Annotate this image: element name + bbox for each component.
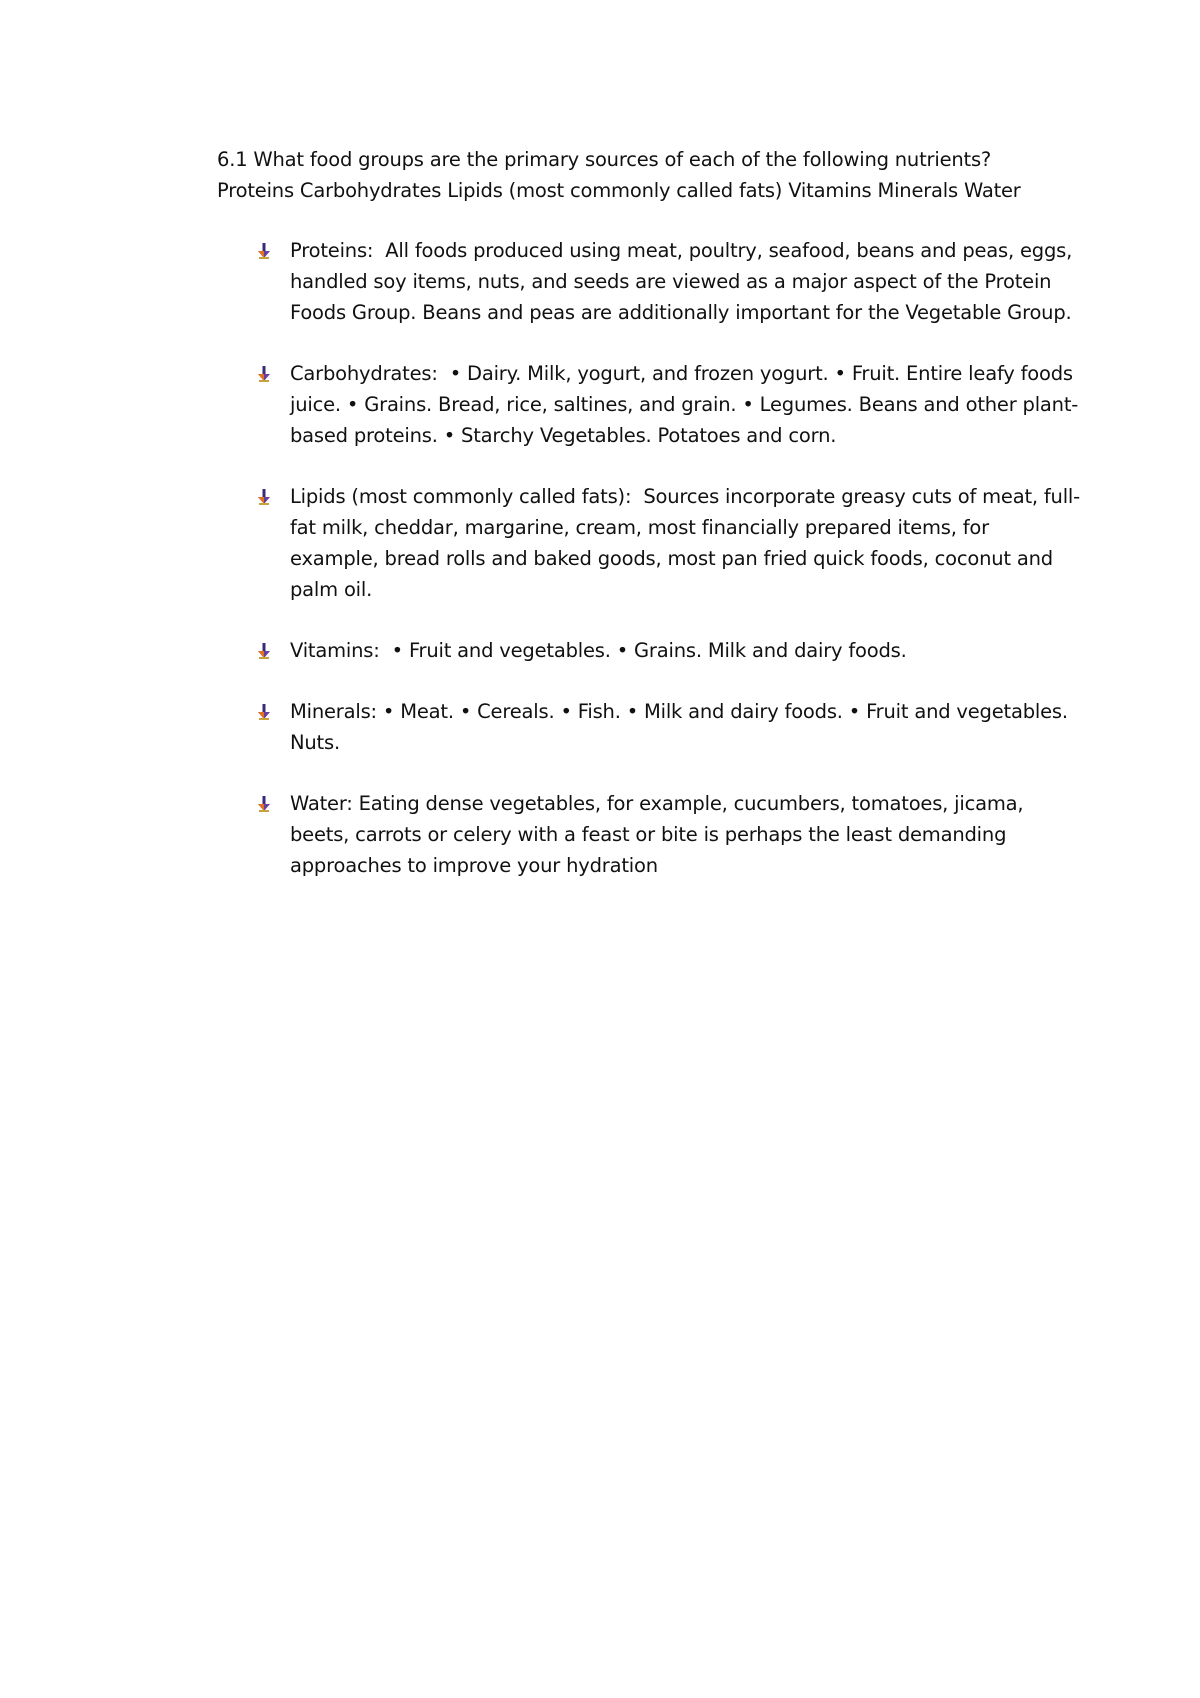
- answer-item-proteins: [217, 235, 1080, 328]
- answer-list: [217, 235, 1097, 881]
- answer-text: Eating dense vegetables, for example, cucumbers, tomatoes, jicama, beets, carrots or celery with a feast or bite is perhaps the least demanding approaches to improve your hydration: [290, 792, 1024, 877]
- answer-item-lipids: [217, 481, 1080, 605]
- answer-text: • Fruit and vegetables. • Grains. Milk and dairy foods.: [391, 639, 907, 662]
- question-line-1: 6.1 What food groups are the primary sources of each of the following nutrients?: [217, 148, 992, 171]
- answer-text: • Dairy. Milk, yogurt, and frozen yogurt. • Fruit. Entire leafy foods juice. • Grains. Bread, rice, saltines, and grain. • Legumes. Beans and other plant-based proteins. • Starchy Vegetables. Potatoes and corn.: [290, 362, 1079, 447]
- answer-text: • Meat. • Cereals. • Fish. • Milk and dairy foods. • Fruit and vegetables. Nuts.: [290, 700, 1068, 754]
- arrow-down-bullet-icon: [257, 796, 271, 812]
- arrow-down-bullet-icon: [257, 489, 271, 505]
- answer-label: Proteins:: [290, 239, 374, 262]
- question-line-2: Proteins Carbohydrates Lipids (most commonly called fats) Vitamins Minerals Water: [217, 179, 1021, 202]
- answer-label: Vitamins:: [290, 639, 380, 662]
- answer-label: Minerals:: [290, 700, 377, 723]
- question-text: [217, 144, 1097, 206]
- answer-text: Sources incorporate greasy cuts of meat, full-fat milk, cheddar, margarine, cream, most financially prepared items, for example, bread rolls and baked goods, most pan fried quick foods, coconut and palm oil.: [290, 485, 1080, 601]
- answer-item-carbohydrates: [217, 358, 1080, 451]
- arrow-down-bullet-icon: [257, 704, 271, 720]
- answer-label: Lipids (most commonly called fats):: [290, 485, 632, 508]
- answer-label: Carbohydrates:: [290, 362, 438, 385]
- answer-label: Water:: [290, 792, 353, 815]
- answer-item-water: [217, 788, 1080, 881]
- answer-item-minerals: [217, 696, 1080, 758]
- answer-item-vitamins: [217, 635, 1080, 666]
- arrow-down-bullet-icon: [257, 643, 271, 659]
- arrow-down-bullet-icon: [257, 366, 271, 382]
- document-content: [217, 144, 1097, 911]
- arrow-down-bullet-icon: [257, 243, 271, 259]
- answer-text: All foods produced using meat, poultry, seafood, beans and peas, eggs, handled soy items, nuts, and seeds are viewed as a major aspect of the Protein Foods Group. Beans and peas are additionally important for the Vegetable Group.: [290, 239, 1073, 324]
